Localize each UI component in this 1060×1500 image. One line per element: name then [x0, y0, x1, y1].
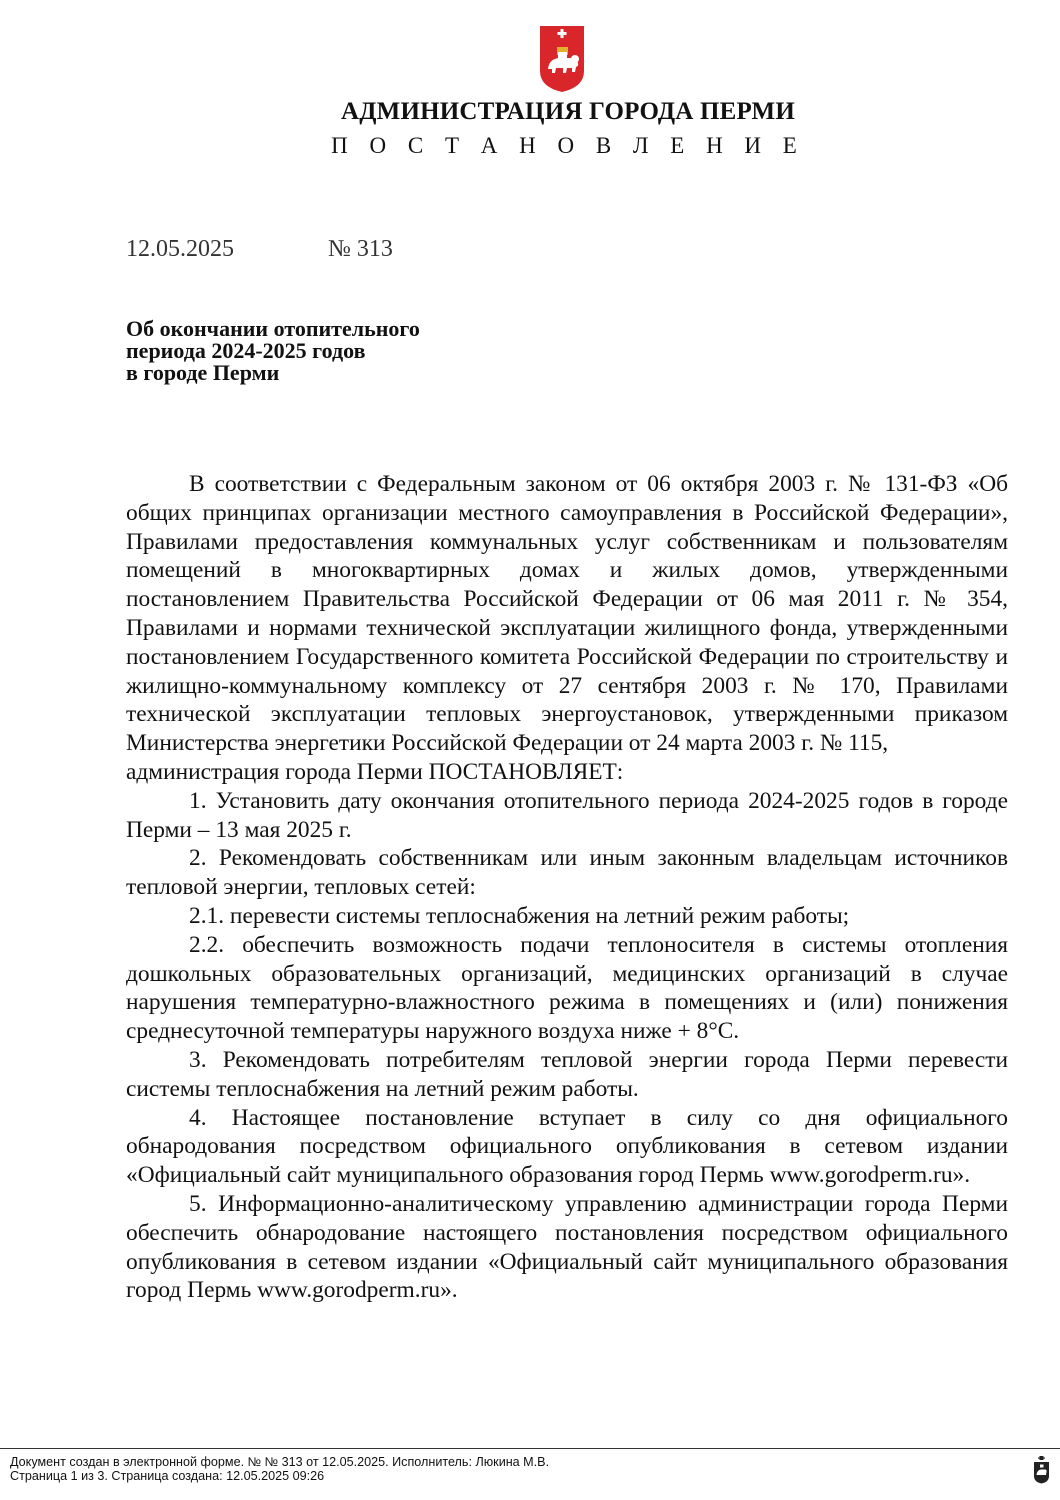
document-number: № 313 [328, 236, 393, 262]
decree-line: администрация города Перми ПОСТАНОВЛЯЕТ: [126, 758, 624, 785]
title-line: периода 2024-2025 годов [126, 338, 366, 363]
clause-2-1: 2.1. перевести системы теплоснабжения на летний режим работы; [189, 902, 850, 929]
document-type: П О С Т А Н О В Л Е Н И Е [331, 133, 805, 158]
clause-5: 5. Информационно-аналитическому управлению администрации города Перми обеспечить обнародование настоящего постановления посредством официального опубликования в сетевом издании «Официальный сайт муниципального образования город Пермь www.gorodperm.ru». [126, 1190, 1008, 1304]
title-line: в городе Перми [126, 360, 280, 385]
title-line: Об окончании отопительного [126, 316, 420, 341]
footer-divider [0, 1448, 1060, 1449]
organization-name: АДМИНИСТРАЦИЯ ГОРОДА ПЕРМИ [341, 98, 795, 125]
document-date: 12.05.2025 [126, 236, 234, 262]
footer-line-1: Документ создан в электронной форме. № № 313 от 12.05.2025. Исполнитель: Люкина М.В. [10, 1455, 550, 1469]
perm-coat-of-arms-icon [539, 25, 585, 93]
clause-2-2: 2.2. обеспечить возможность подачи теплоносителя в системы отопления дошкольных образовательных организаций, медицинских организаций в случае нарушения температурно-влажностного режима в помещениях и (или) понижения среднесуточной температуры наружного воздуха ниже + 8°С. [126, 931, 1008, 1045]
clause-2: 2. Рекомендовать собственникам или иным законным владельцам источников тепловой энергии, тепловых сетей: [126, 845, 1008, 901]
clause-3: 3. Рекомендовать потребителям тепловой энергии города Перми перевести системы теплоснабжения на летний режим работы. [126, 1046, 1008, 1102]
clause-1: 1. Установить дату окончания отопительного периода 2024-2025 годов в городе Перми – 13 мая 2025 г. [126, 787, 1008, 843]
preamble-paragraph: В соответствии с Федеральным законом от 06 октября 2003 г. № 131-ФЗ «Об общих принципах организации местного самоуправления в Российской Федерации», Правилами предоставления коммунальных услуг собственникам и пользователям помещений в многоквартирных домах и жилых домов, утвержденными постановлением Правительства Российской Федерации от 06 мая 2011 г. № 354, Правилами и нормами технической эксплуатации жилищного фонда, утвержденными постановлением Государственного комитета Российской Федерации по строительству и жилищно-коммунальному комплексу от 27 сентября 2003 г. № 170, Правилами технической эксплуатации тепловых энергоустановок, утвержденными приказом Министерства энергетики Российской Федерации от 24 марта 2003 г. № 115, [126, 471, 1008, 757]
perm-krai-emblem-icon [1033, 1456, 1050, 1484]
footer-line-2: Страница 1 из 3. Страница создана: 12.05.2025 09:26 [10, 1469, 325, 1483]
document-title [126, 318, 420, 384]
clause-4: 4. Настоящее постановление вступает в силу со дня официального обнародования посредством официального опубликования в сетевом издании «Официальный сайт муниципального образования город Пермь www.gorodperm.ru». [126, 1104, 1008, 1189]
document-body [126, 470, 1008, 1305]
footer [10, 1455, 549, 1483]
